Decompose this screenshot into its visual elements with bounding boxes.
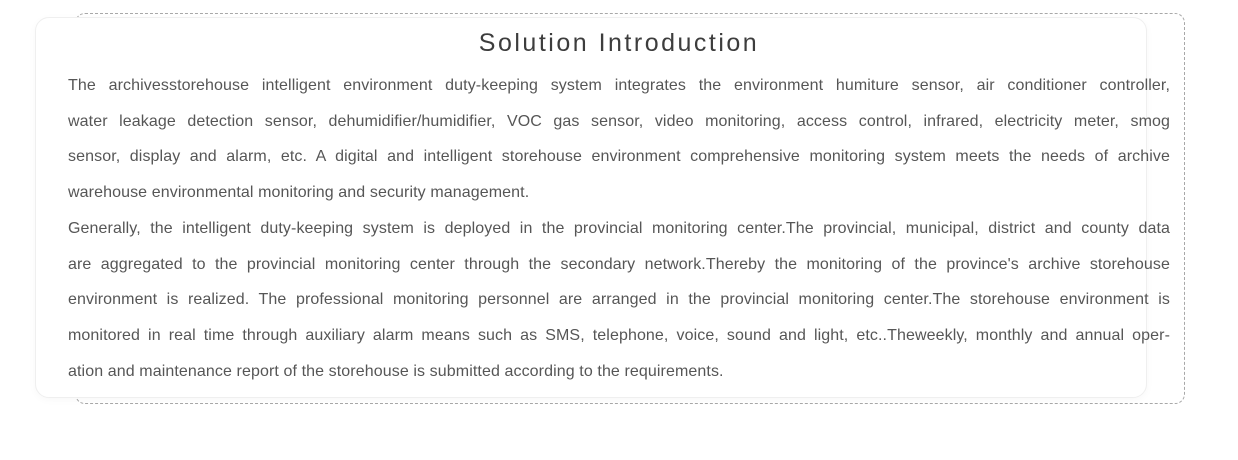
paragraph bbox=[68, 68, 1170, 211]
solution-intro-content bbox=[68, 28, 1170, 389]
text-line: are aggregated to the provincial monitoring center through the secondary network.Thereby the monitoring of the province's archive storehouse bbox=[68, 255, 1170, 273]
text-line: environment is realized. The professional monitoring personnel are arranged in the provincial monitoring center.The storehouse environment is bbox=[68, 291, 1170, 309]
text-line: warehouse environmental monitoring and security management. bbox=[68, 184, 530, 202]
section-title: Solution Introduction bbox=[478, 29, 760, 57]
text-line: ation and maintenance report of the storehouse is submitted according to the requirements. bbox=[68, 362, 724, 380]
text-line: sensor, display and alarm, etc. A digital and intelligent storehouse environment comprehensive monitoring system meets the needs of archive bbox=[68, 148, 1170, 166]
text-line: monitored in real time through auxiliary alarm means such as SMS, telephone, voice, sound and light, etc..Theweekly, monthly and annual oper- bbox=[68, 326, 1170, 344]
paragraph bbox=[68, 211, 1170, 390]
text-line: Generally, the intelligent duty-keeping system is deployed in the provincial monitoring center.The provincial, municipal, district and county data bbox=[68, 219, 1170, 237]
intro-paragraphs bbox=[68, 68, 1170, 389]
text-line: water leakage detection sensor, dehumidifier/humidifier, VOC gas sensor, video monitoring, access control, infrared, electricity meter, smog bbox=[68, 112, 1170, 130]
text-line: The archivesstorehouse intelligent environment duty-keeping system integrates the environment humiture sensor, air conditioner controller, bbox=[68, 77, 1170, 94]
